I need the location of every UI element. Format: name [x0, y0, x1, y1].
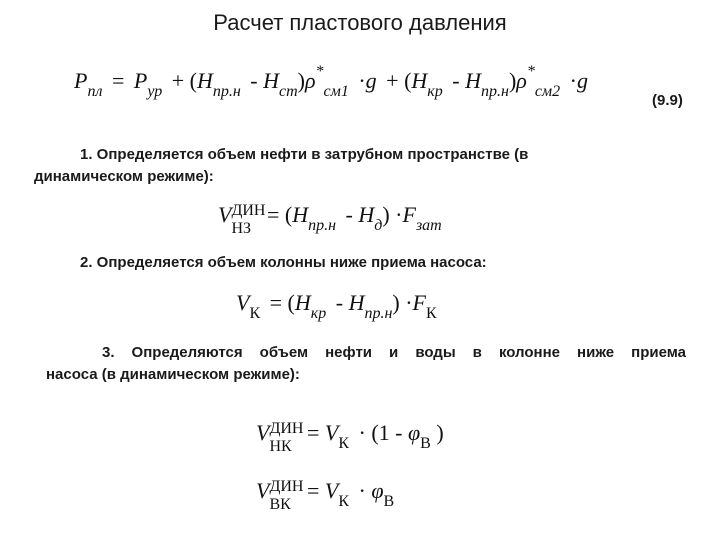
- subscript-prn: пр.н: [364, 305, 393, 322]
- subscript-prn2: пр.н: [481, 83, 509, 100]
- symbol-v: V: [236, 290, 250, 315]
- subscript-ur: ур: [147, 83, 163, 100]
- step3-text: [46, 342, 686, 386]
- subscript-v: В: [420, 435, 431, 452]
- subscript-kr: кр: [310, 305, 327, 322]
- subscript-nz: НЗ: [231, 220, 252, 237]
- symbol-phi: φ: [407, 420, 421, 445]
- symbol-h-st: H: [263, 68, 279, 93]
- superscript-din: ДИН: [231, 202, 266, 219]
- superscript-star2: *: [526, 63, 535, 80]
- symbol-h1: H: [292, 202, 309, 227]
- symbol-rho2: ρ: [516, 68, 527, 93]
- step2-text: 2. Определяется объем колонны ниже приема насоса:: [80, 254, 487, 271]
- subscript-k: К: [338, 493, 349, 510]
- symbol-h-prn: H: [196, 68, 213, 93]
- symbol-h2: H: [348, 290, 365, 315]
- equation-number: (9.9): [652, 92, 683, 109]
- symbol-h-kr: H: [411, 68, 428, 93]
- formula-reservoir-pressure: Pпл = Pур + (Hпр.н - Hст)ρ*см1 ·g + (Hкр - Hпр.н)ρ*см2 ·g: [74, 63, 588, 100]
- number-one: 1: [378, 420, 390, 445]
- superscript-din: ДИН: [269, 478, 304, 495]
- symbol-v: V: [256, 478, 270, 503]
- superscript-din: ДИН: [269, 420, 304, 437]
- subscript-prn: пр.н: [212, 83, 241, 100]
- subscript-sm2: см2: [534, 83, 561, 100]
- subscript-k2: К: [426, 305, 437, 322]
- subscript-st: ст: [278, 83, 298, 100]
- symbol-g2: g: [576, 68, 588, 93]
- formula-vnz: V ДИН НЗ = (Hпр.н - Hд) ·Fзат: [218, 202, 442, 237]
- symbol-p-ur: P: [133, 68, 148, 93]
- step1-text: [34, 144, 634, 188]
- step3-line2: насоса (в динамическом режиме):: [46, 366, 300, 383]
- subscript-v: В: [383, 493, 395, 510]
- symbol-h2: H: [358, 202, 375, 227]
- subscript-vk: ВК: [269, 496, 291, 513]
- page-title: Расчет пластового давления: [213, 10, 507, 35]
- symbol-h1: H: [294, 290, 311, 315]
- symbol-g1: g: [365, 68, 377, 93]
- subscript-kr: кр: [427, 83, 443, 100]
- symbol-rho1: ρ: [304, 68, 316, 93]
- subscript-prn: пр.н: [308, 217, 337, 234]
- symbol-vk: V: [324, 420, 339, 445]
- symbol-vk: V: [324, 478, 339, 503]
- formula-vvk: V ДИН ВК = VК · φВ: [256, 478, 395, 513]
- formula-vnk: V ДИН НК = VК · (1 - φВ ): [256, 420, 444, 455]
- symbol-v: V: [218, 202, 232, 227]
- step1-label: 1. Определяется объем нефти в затрубном пространстве (в динамическом режиме):: [34, 146, 529, 185]
- symbol-h-prn2: H: [465, 68, 481, 93]
- subscript-d: д: [374, 217, 383, 234]
- symbol-phi: φ: [371, 478, 384, 503]
- symbol-v: V: [256, 420, 270, 445]
- symbol-p-pl: P: [74, 68, 88, 93]
- subscript-nk: НК: [269, 438, 292, 455]
- subscript-sm1: см1: [323, 83, 349, 100]
- symbol-f: F: [402, 202, 416, 227]
- step3-line1: 3. Определяются объем нефти и воды в колонне ниже приема: [102, 344, 686, 361]
- subscript-zat: зат: [415, 217, 442, 234]
- subscript-k: К: [338, 435, 349, 452]
- formula-vk: VК = (Hкр - Hпр.н) ·FК: [236, 290, 437, 322]
- subscript-pl: пл: [87, 83, 103, 100]
- symbol-f: F: [412, 290, 426, 315]
- superscript-star1: *: [315, 63, 324, 80]
- subscript-k: К: [249, 305, 261, 322]
